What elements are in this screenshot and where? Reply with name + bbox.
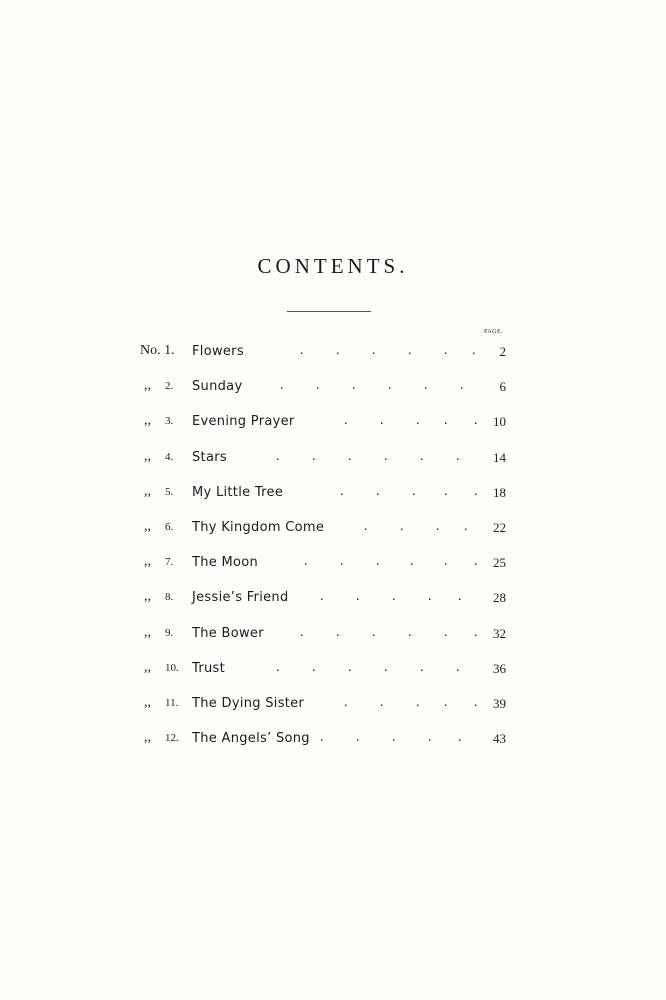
leader-dot: . [400,519,404,534]
contents-entry [140,378,506,398]
leader-dot: . [420,448,424,464]
entry-title: Thy Kingdom Come [192,520,325,535]
entry-number-value: 7. [165,556,174,569]
leader-dot: . [276,448,280,464]
leader-dot: . [372,343,376,358]
ditto-mark: ,, [144,589,151,605]
leader-dot: . [474,624,478,640]
entry-number-prefix: No. 1. [140,343,175,358]
leader-dot: . [444,483,448,499]
contents-entry [140,695,506,715]
leader-dot: . [276,659,280,675]
leader-dot: . [380,695,384,710]
leader-dot: . [304,554,308,570]
leader-dot: . [416,413,420,429]
entry-page-number: 43 [493,731,506,747]
entry-title: Evening Prayer [192,414,295,430]
leader-dot: . [320,730,324,746]
entry-number-value: 3. [165,415,174,428]
leader-dot: . [474,554,478,570]
ditto-mark: ,, [144,413,151,429]
entry-page-number: 36 [493,660,506,676]
entry-title: Sunday [192,379,243,395]
leader-dot: . [444,624,448,640]
leader-dot: . [464,519,468,534]
contents-entry [140,660,506,680]
entry-page-number: 32 [493,625,506,641]
page-title: CONTENTS. [257,254,409,278]
entry-title: My Little Tree [192,484,284,500]
leader-dot: . [444,343,448,358]
leader-dot: . [458,589,462,605]
contents-entry [140,413,506,433]
leader-dot: . [320,589,324,605]
ditto-mark: ,, [144,519,151,534]
entry-title: The Dying Sister [192,696,305,711]
leader-dot: . [424,378,428,394]
entry-number-value: 2. [165,380,174,393]
leader-dot: . [392,589,396,605]
ditto-mark: ,, [144,659,151,675]
leader-dot: . [388,378,392,394]
leader-dot: . [352,378,356,394]
leader-dot: . [474,695,478,710]
entry-title: Flowers [192,344,244,359]
leader-dot: . [348,448,352,464]
leader-dot: . [312,448,316,464]
leader-dot: . [336,624,340,640]
entry-title: Stars [192,449,227,465]
leader-dot: . [474,483,478,499]
leader-dot: . [408,343,412,358]
leader-dot: . [280,378,284,394]
entry-title: Trust [192,660,225,676]
leader-dot: . [336,343,340,358]
entry-page-number: 14 [493,449,506,465]
page-column-header: PAGE. [484,329,504,335]
leader-dot: . [412,483,416,499]
leader-dot: . [444,413,448,429]
ditto-mark: ,, [144,730,151,746]
leader-dot: . [428,730,432,746]
entry-number-value: 8. [165,591,174,604]
entry-number-value: 4. [165,450,174,463]
leader-dot: . [340,483,344,499]
leader-dot: . [456,448,460,464]
leader-dot: . [416,695,420,710]
leader-dot: . [436,519,440,534]
leader-dot: . [444,695,448,710]
leader-dot: . [410,554,414,570]
ditto-mark: ,, [144,695,151,710]
leader-dot: . [348,659,352,675]
leader-dot: . [312,659,316,675]
entry-page-number: 6 [499,379,506,395]
contents-entry [140,554,506,574]
leader-dot: . [300,343,304,358]
ditto-mark: ,, [144,624,151,640]
leader-dot: . [344,413,348,429]
leader-dot: . [356,589,360,605]
leader-dot: . [344,695,348,710]
leader-dot: . [408,624,412,640]
entry-page-number: 25 [493,555,506,571]
entry-number-value: 11. [165,697,179,709]
contents-entry [140,589,506,609]
leader-dot: . [474,413,478,429]
entry-page-number: 22 [493,520,506,535]
entry-page-number: 28 [493,590,506,606]
leader-dot: . [300,624,304,640]
entry-title: The Angels’ Song [192,731,310,747]
ditto-mark: ,, [144,483,151,499]
contents-entry [140,449,506,469]
leader-dot: . [340,554,344,570]
entry-page-number: 18 [493,484,506,500]
entry-page-number: 39 [493,696,506,711]
leader-dot: . [392,730,396,746]
leader-dot: . [384,659,388,675]
ditto-mark: ,, [144,448,151,464]
entry-number-value: 6. [165,521,174,533]
leader-dot: . [380,413,384,429]
entry-title: The Moon [192,555,259,571]
leader-dot: . [364,519,368,534]
entry-number-value: 9. [165,626,174,639]
entry-page-number: 2 [499,344,506,359]
contents-entry [140,484,506,504]
leader-dot: . [316,378,320,394]
leader-dot: . [458,730,462,746]
leader-dot: . [456,659,460,675]
leader-dot: . [428,589,432,605]
leader-dot: . [444,554,448,570]
contents-entry [140,343,506,363]
entry-number-value: 12. [165,732,179,745]
leader-dot: . [356,730,360,746]
leader-dot: . [472,343,476,358]
contents-entry [140,519,506,539]
ditto-mark: ,, [144,554,151,570]
leader-dot: . [420,659,424,675]
leader-dot: . [376,483,380,499]
entry-title: The Bower [192,625,264,641]
leader-dot: . [460,378,464,394]
leader-dot: . [384,448,388,464]
entry-page-number: 10 [493,414,506,430]
title-rule [287,311,371,312]
leader-dot: . [376,554,380,570]
entry-number-value: 5. [165,485,174,498]
contents-entry [140,730,506,750]
entry-title: Jessie’s Friend [192,590,289,606]
contents-entry [140,625,506,645]
ditto-mark: ,, [144,378,151,394]
entry-number-value: 10. [165,661,179,674]
leader-dot: . [372,624,376,640]
